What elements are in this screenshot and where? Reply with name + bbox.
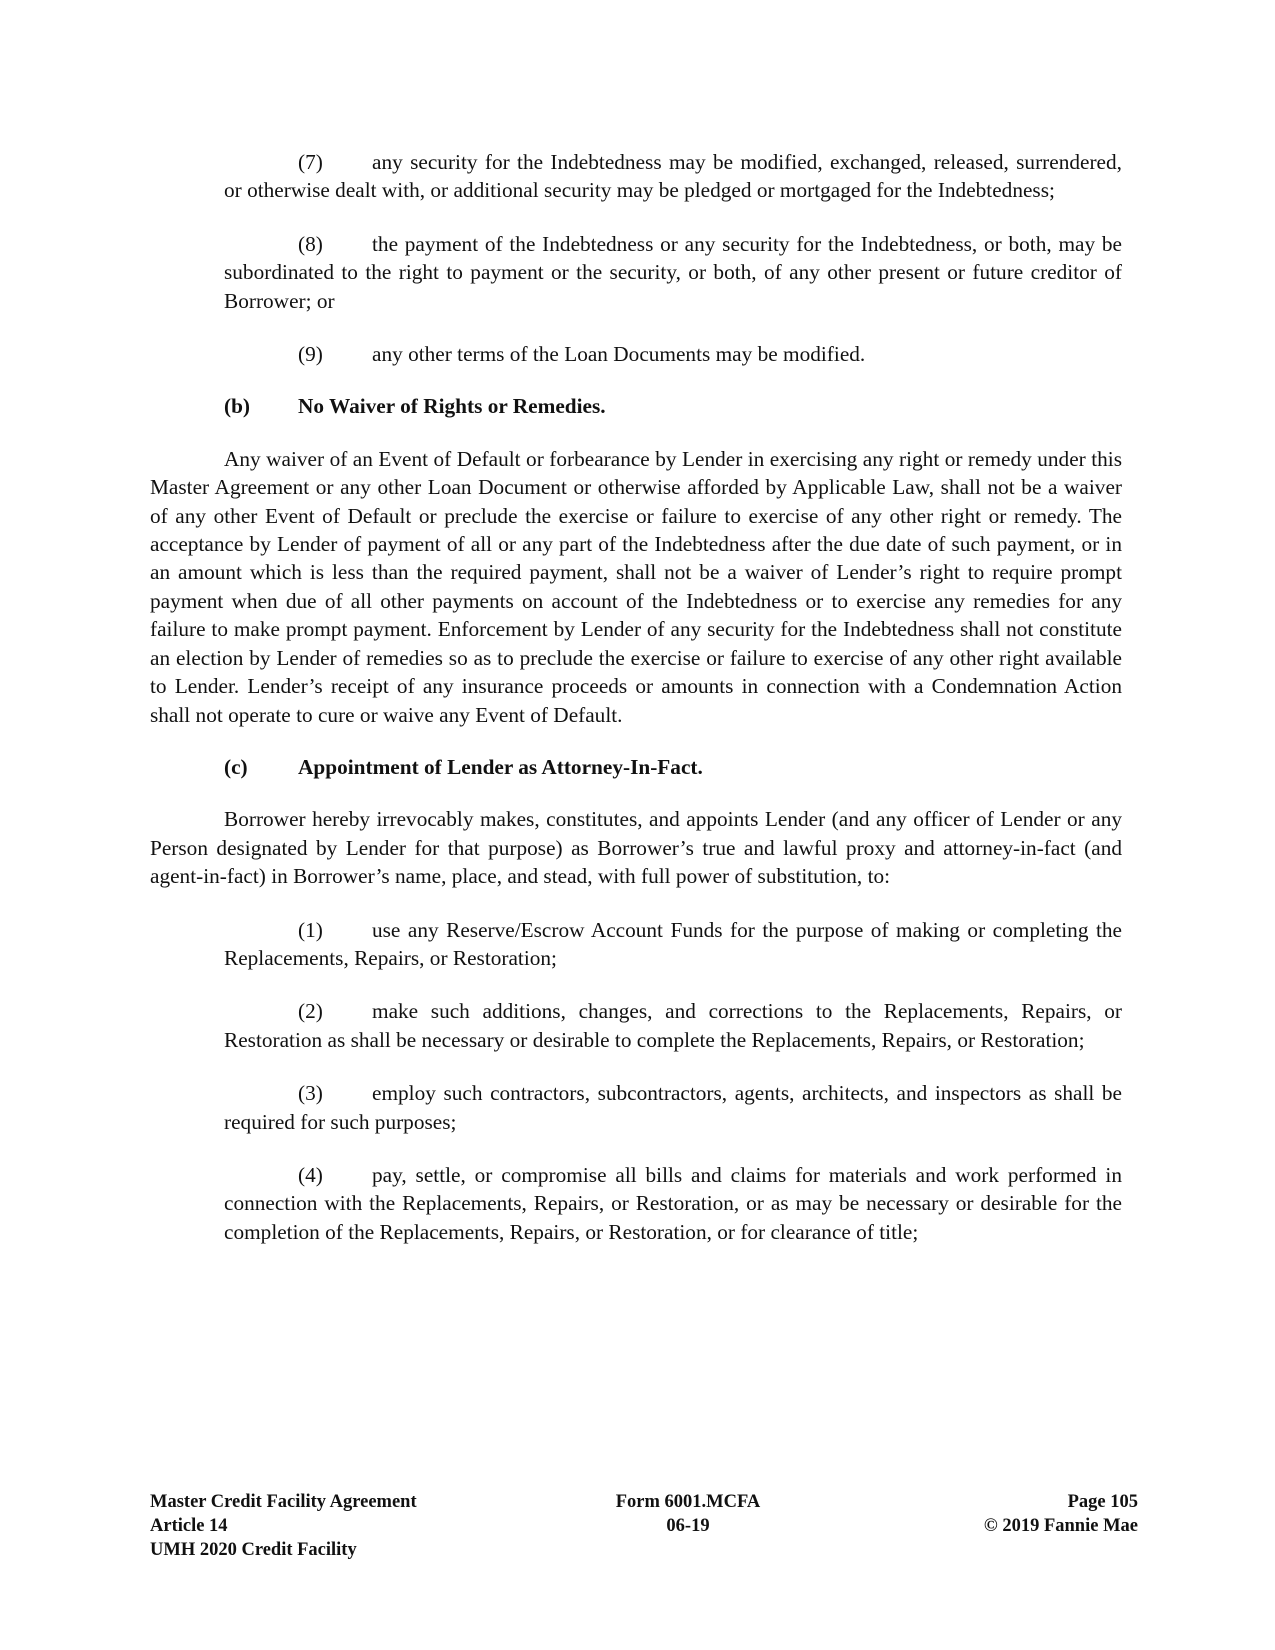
section-c-paragraph: Borrower hereby irrevocably makes, constitutes, and appoints Lender (and any officer of Lender or any Person designated by Lender for that purpose) as Borrower’s true and lawful proxy and attorney-in-fact (and agent-in-fact) in Borrower’s name, place, and stead, with full power of substitution, to:: [150, 807, 1122, 889]
item-text: any other terms of the Loan Documents may be modified.: [372, 342, 866, 367]
footer-form-date: 06-19: [666, 1516, 710, 1536]
footer-copyright: © 2019 Fannie Mae: [983, 1516, 1138, 1536]
section-b-paragraph: Any waiver of an Event of Default or forbearance by Lender in exercising any right or remedy under this Master Agreement or any other Loan Document or otherwise afforded by Applicable Law, shall not be a waiver of any other Event of Default or preclude the exercise or failure to exercise of any other right or remedy. The acceptance by Lender of payment of all or any part of the Indebtedness after the due date of such payment, or in an amount which is less than the required payment, shall not be a waiver of Lender’s right to require prompt payment when due of all other payments on account of the Indebtedness or to exercise any remedies for any failure to make prompt payment. Enforcement by Lender of any security for the Indebtedness shall not constitute an election by Lender of remedies so as to preclude the exercise or failure to exercise of any other right available to Lender. Lender’s receipt of any insurance proceeds or amounts in connection with a Condemnation Action shall not operate to cure or waive any Event of Default.: [150, 446, 1122, 727]
section-heading-c: [224, 753, 1122, 781]
item-text: employ such contractors, subcontractors, agents, architects, and inspectors as shall be required for such purposes;: [224, 1081, 1122, 1134]
list-item: [224, 916, 1122, 973]
section-title: Appointment of Lender as Attorney-In-Fact.: [298, 754, 703, 779]
footer-page-number: Page 105: [1067, 1492, 1138, 1512]
footer-facility: UMH 2020 Credit Facility: [150, 1540, 357, 1560]
footer-left: [150, 1490, 510, 1562]
section-title: No Waiver of Rights or Remedies.: [298, 394, 606, 419]
footer-form-number: Form 6001.MCFA: [615, 1492, 761, 1512]
list-item: [224, 1161, 1122, 1246]
item-number: (8): [298, 231, 323, 256]
footer-center: [558, 1490, 818, 1538]
item-text: use any Reserve/Escrow Account Funds for the purpose of making or completing the Replacements, Repairs, or Restoration;: [224, 917, 1122, 970]
list-item: [224, 230, 1122, 315]
footer-right: [860, 1490, 1138, 1538]
section-label: (b): [224, 394, 251, 419]
item-number: (3): [298, 1081, 323, 1106]
item-number: (7): [298, 150, 323, 174]
item-number: (4): [298, 1162, 323, 1187]
footer-article: Article 14: [150, 1516, 228, 1536]
list-item: [224, 1079, 1122, 1136]
item-number: (1): [298, 917, 323, 942]
item-number: (2): [298, 999, 323, 1024]
item-text: pay, settle, or compromise all bills and claims for materials and work performed in connection with the Replacements, Repairs, or Restoration, or as may be necessary or desirable for the completion of the Replacements, Repairs, or Restoration, or for clearance of title;: [224, 1162, 1122, 1244]
item-text: the payment of the Indebtedness or any security for the Indebtedness, or both, may be subordinated to the right to payment or the security, or both, of any other present or future creditor of Borrower; or: [224, 231, 1122, 313]
section-label: (c): [224, 754, 248, 779]
list-item: [224, 340, 1122, 368]
section-heading-b: [224, 392, 1122, 420]
document-body: [150, 148, 1122, 1246]
item-number: (9): [298, 342, 323, 367]
list-item: [224, 997, 1122, 1054]
footer-document-title: Master Credit Facility Agreement: [150, 1492, 417, 1512]
item-text: make such additions, changes, and corrections to the Replacements, Repairs, or Restoration as shall be necessary or desirable to complete the Replacements, Repairs, or Restoration;: [224, 999, 1122, 1052]
item-text: any security for the Indebtedness may be modified, exchanged, released, surrendered, or otherwise dealt with, or additional security may be pledged or mortgaged for the Indebtedness;: [224, 150, 1122, 203]
list-item: [224, 148, 1122, 205]
